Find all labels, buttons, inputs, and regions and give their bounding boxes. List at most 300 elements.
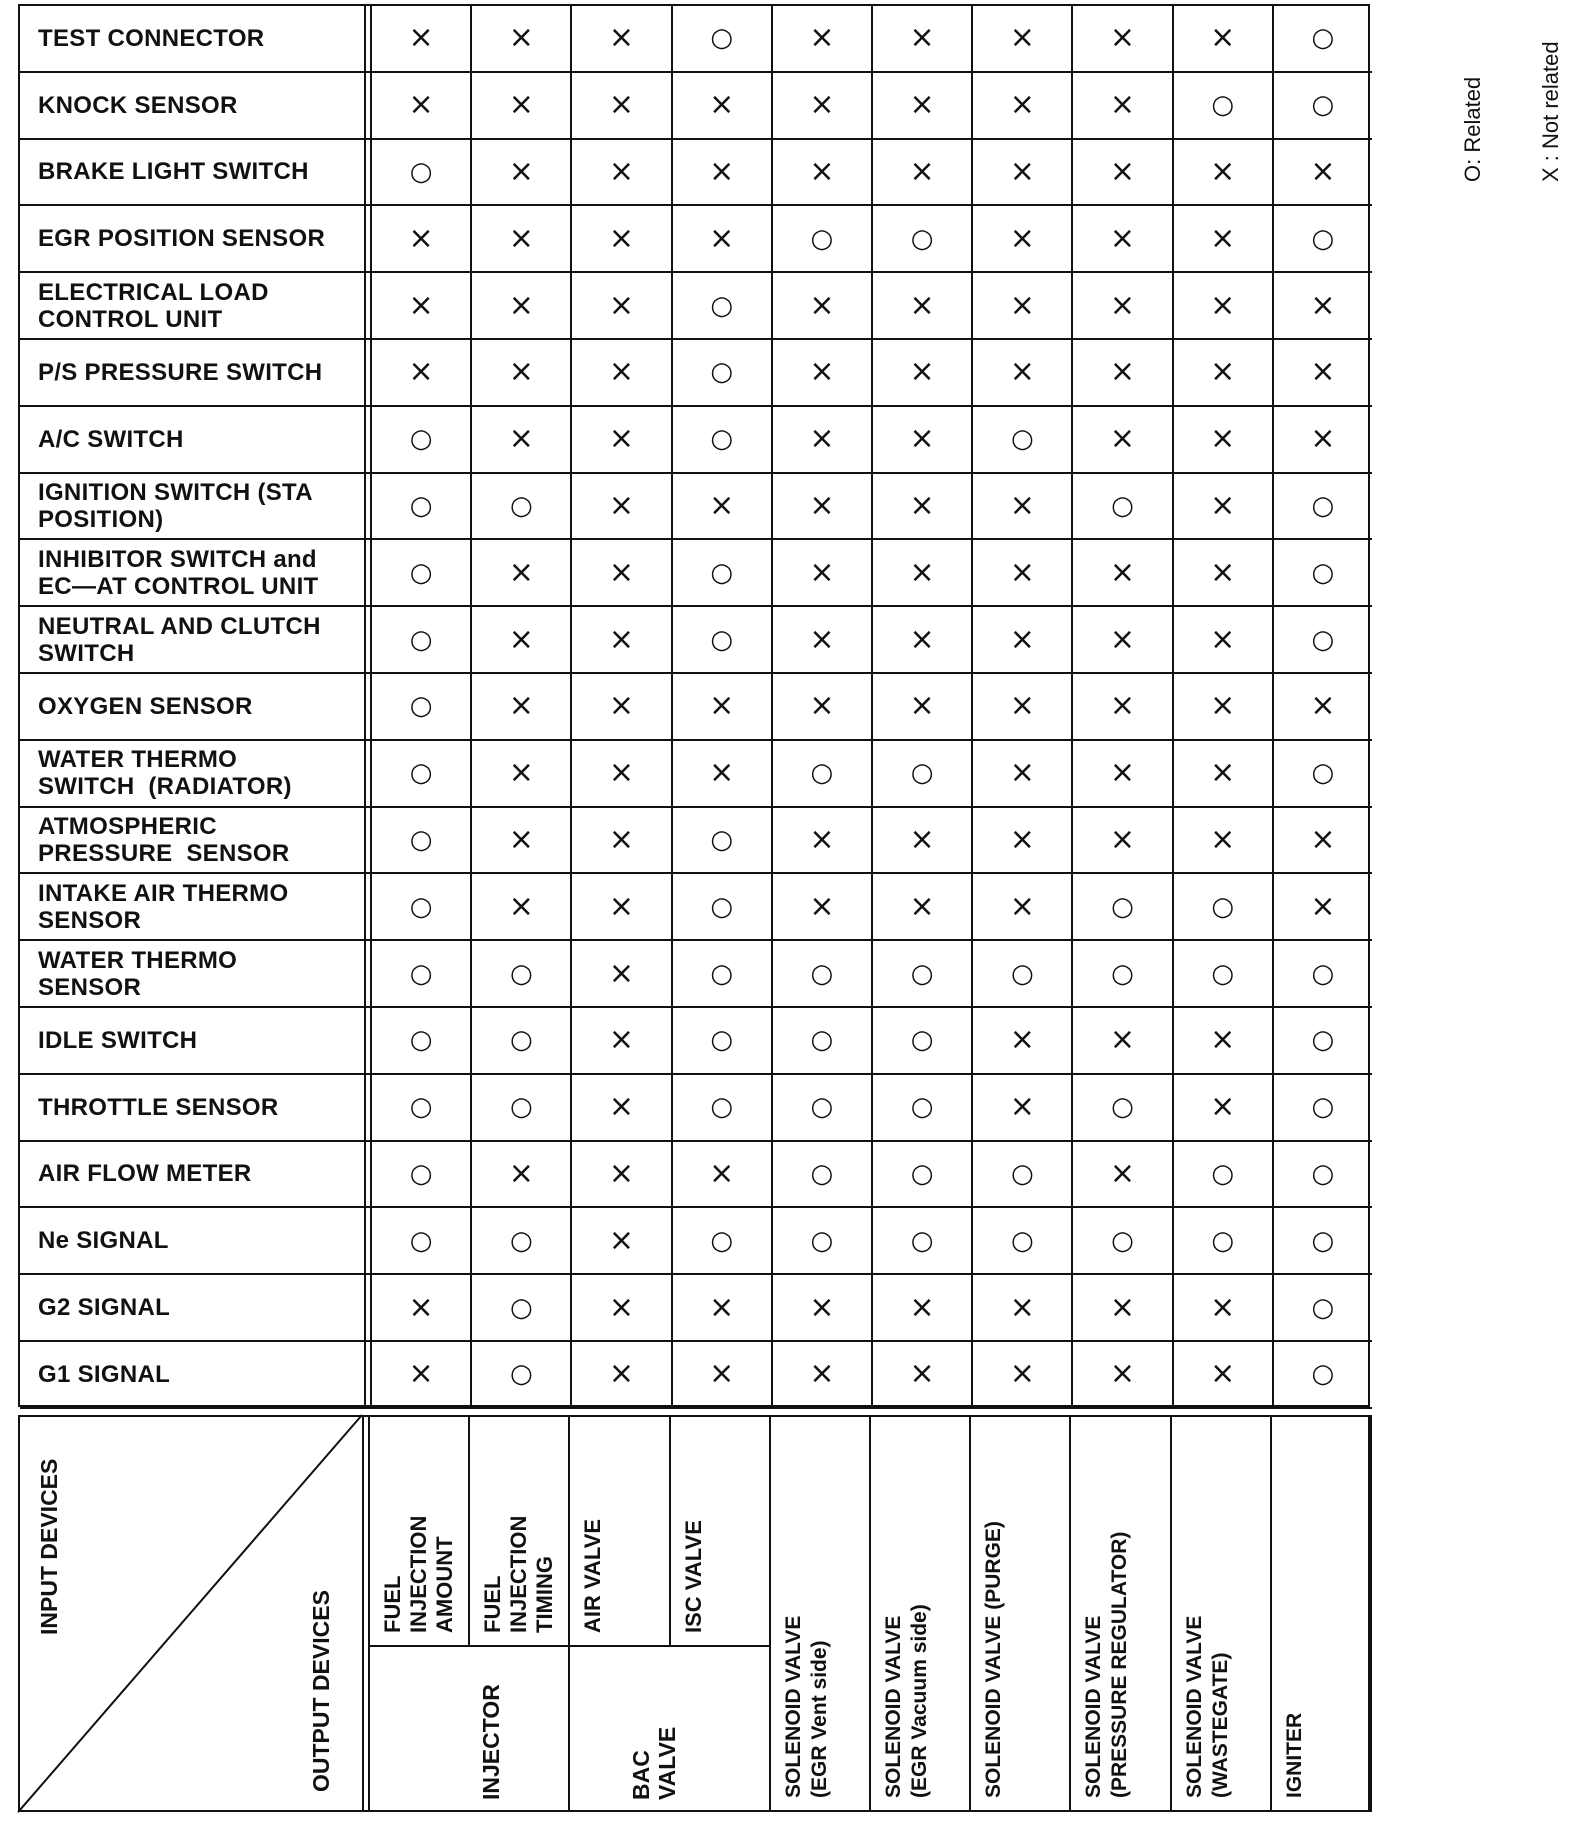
relation-cell	[1172, 741, 1272, 808]
not-related-mark: ×	[608, 1089, 635, 1125]
not-related-mark: ×	[909, 621, 935, 657]
relation-cell	[1172, 1208, 1272, 1275]
column-header: ISC VALVE	[680, 1519, 706, 1633]
relation-cell	[871, 1142, 971, 1209]
relation-cell	[570, 1075, 670, 1142]
related-mark: ○	[810, 1025, 834, 1056]
related-mark: ○	[710, 23, 734, 54]
row-label: WATER THERMO SWITCH (RADIATOR)	[20, 741, 370, 808]
relation-cell	[771, 808, 871, 875]
relation-cell	[971, 1142, 1071, 1209]
not-related-mark: ×	[1310, 354, 1336, 390]
relation-cell	[971, 140, 1071, 207]
relation-cell	[771, 340, 871, 407]
relation-cell	[1172, 941, 1272, 1008]
not-related-mark: ×	[1009, 821, 1035, 857]
relation-cell	[1272, 741, 1372, 808]
relation-cell	[570, 140, 670, 207]
not-related-mark: ×	[608, 554, 635, 590]
relation-cell	[1172, 474, 1272, 541]
relation-cell	[1272, 874, 1372, 941]
not-related-mark: ×	[608, 20, 635, 56]
not-related-mark: ×	[1109, 554, 1136, 590]
related-mark: ○	[509, 1092, 533, 1123]
relation-cell	[570, 741, 670, 808]
not-related-mark: ×	[1009, 688, 1035, 724]
related-mark: ○	[1311, 1225, 1335, 1256]
relation-cell	[470, 407, 570, 474]
relation-cell	[470, 607, 570, 674]
relation-cell	[1272, 73, 1372, 140]
not-related-mark: ×	[809, 487, 835, 523]
related-mark: ○	[509, 1292, 533, 1323]
not-related-mark: ×	[809, 1289, 835, 1325]
relation-cell	[971, 941, 1071, 1008]
related-mark: ○	[810, 958, 834, 989]
column-divider	[368, 1415, 370, 1812]
relation-cell	[771, 474, 871, 541]
related-mark: ○	[1311, 490, 1335, 521]
not-related-mark: ×	[1109, 755, 1136, 791]
not-related-mark: ×	[1109, 621, 1136, 657]
not-related-mark: ×	[408, 220, 434, 256]
not-related-mark: ×	[1210, 487, 1236, 523]
not-related-mark: ×	[1210, 621, 1236, 657]
not-related-mark: ×	[1210, 220, 1236, 256]
not-related-mark: ×	[608, 1222, 635, 1258]
related-mark: ○	[710, 357, 734, 388]
not-related-mark: ×	[408, 1289, 434, 1325]
relation-cell	[1071, 808, 1171, 875]
relation-cell	[771, 6, 871, 73]
relation-cell	[1071, 1342, 1171, 1409]
relation-cell	[871, 6, 971, 73]
relation-cell	[671, 1075, 771, 1142]
not-related-mark: ×	[1210, 755, 1236, 791]
related-mark: ○	[409, 1025, 433, 1056]
relation-cell	[671, 73, 771, 140]
related-mark: ○	[1311, 223, 1335, 254]
not-related-mark: ×	[1210, 1089, 1236, 1125]
related-mark: ○	[409, 758, 433, 789]
relation-cell	[671, 607, 771, 674]
relation-cell	[671, 140, 771, 207]
relation-cell	[871, 808, 971, 875]
related-mark: ○	[509, 490, 533, 521]
relation-cell	[570, 674, 670, 741]
relation-cell	[370, 1342, 470, 1409]
relation-cell	[470, 1208, 570, 1275]
column-header: SOLENOID VALVE (EGR Vent side)	[781, 1615, 831, 1798]
relation-cell	[1071, 6, 1171, 73]
not-related-mark: ×	[508, 153, 534, 189]
relation-cell	[1172, 607, 1272, 674]
relation-cell	[971, 474, 1071, 541]
relation-cell	[771, 140, 871, 207]
relation-cell	[370, 741, 470, 808]
relation-cell	[1071, 674, 1171, 741]
related-mark: ○	[409, 1092, 433, 1123]
row-label: OXYGEN SENSOR	[20, 674, 370, 741]
relation-cell	[971, 1075, 1071, 1142]
relation-cell	[1272, 1008, 1372, 1075]
relation-cell	[1172, 1008, 1272, 1075]
related-mark: ○	[810, 758, 834, 789]
not-related-mark: ×	[1109, 1356, 1136, 1392]
relation-cell	[370, 674, 470, 741]
related-mark: ○	[409, 1158, 433, 1189]
relation-table	[18, 4, 1370, 1407]
not-related-mark: ×	[909, 87, 935, 123]
relation-cell	[1071, 1208, 1171, 1275]
not-related-mark: ×	[909, 354, 935, 390]
row-label: INHIBITOR SWITCH and EC—AT CONTROL UNIT	[20, 540, 370, 607]
relation-cell	[1272, 1342, 1372, 1409]
relation-cell	[971, 1208, 1071, 1275]
not-related-mark: ×	[608, 421, 635, 457]
relation-cell	[771, 1342, 871, 1409]
related-mark: ○	[409, 824, 433, 855]
related-mark: ○	[1311, 1025, 1335, 1056]
relation-cell	[370, 1142, 470, 1209]
not-related-mark: ×	[508, 220, 534, 256]
related-mark: ○	[1211, 90, 1235, 121]
relation-cell	[1071, 741, 1171, 808]
relation-cell	[1172, 73, 1272, 140]
relation-cell	[871, 407, 971, 474]
relation-cell	[871, 607, 971, 674]
relation-cell	[1272, 6, 1372, 73]
not-related-mark: ×	[608, 487, 635, 523]
relation-cell	[1071, 607, 1171, 674]
relation-cell	[570, 1275, 670, 1342]
not-related-mark: ×	[1009, 354, 1035, 390]
relation-cell	[671, 674, 771, 741]
divider	[364, 6, 366, 1409]
group-injector: INJECTOR	[478, 1684, 505, 1800]
relation-cell	[370, 808, 470, 875]
not-related-mark: ×	[608, 287, 635, 323]
not-related-mark: ×	[1009, 287, 1035, 323]
row-label: IDLE SWITCH	[20, 1008, 370, 1075]
relation-cell	[1272, 474, 1372, 541]
group-bac-valve: BAC VALVE	[628, 1726, 681, 1800]
related-mark: ○	[910, 1092, 934, 1123]
relation-cell	[1071, 273, 1171, 340]
not-related-mark: ×	[1009, 153, 1035, 189]
not-related-mark: ×	[608, 821, 635, 857]
relation-cell	[470, 540, 570, 607]
column-header: SOLENOID VALVE (PRESSURE REGULATOR)	[1082, 1531, 1132, 1798]
not-related-mark: ×	[1310, 888, 1336, 924]
not-related-mark: ×	[408, 287, 434, 323]
not-related-mark: ×	[1310, 821, 1336, 857]
relation-cell	[871, 73, 971, 140]
related-mark: ○	[1311, 90, 1335, 121]
not-related-mark: ×	[1210, 821, 1236, 857]
relation-cell	[570, 1142, 670, 1209]
relation-cell	[671, 474, 771, 541]
relation-cell	[671, 6, 771, 73]
not-related-mark: ×	[1210, 287, 1236, 323]
not-related-mark: ×	[608, 1356, 635, 1392]
not-related-mark: ×	[909, 554, 935, 590]
not-related-mark: ×	[608, 153, 635, 189]
relation-cell	[370, 140, 470, 207]
relation-cell	[971, 340, 1071, 407]
not-related-mark: ×	[909, 888, 935, 924]
column-divider	[1370, 1415, 1372, 1812]
not-related-mark: ×	[1009, 554, 1035, 590]
not-related-mark: ×	[1009, 755, 1035, 791]
column-header: IGNITER	[1282, 1712, 1306, 1798]
not-related-mark: ×	[909, 153, 935, 189]
relation-cell	[1272, 140, 1372, 207]
relation-cell	[771, 73, 871, 140]
relation-cell	[871, 741, 971, 808]
relation-cell	[1172, 206, 1272, 273]
relation-cell	[871, 1275, 971, 1342]
relation-cell	[1172, 340, 1272, 407]
relation-cell	[370, 874, 470, 941]
relation-cell	[671, 1008, 771, 1075]
not-related-mark: ×	[1009, 888, 1035, 924]
not-related-mark: ×	[1109, 1155, 1136, 1191]
relation-cell	[1172, 674, 1272, 741]
relation-cell	[671, 540, 771, 607]
not-related-mark: ×	[709, 487, 735, 523]
not-related-mark: ×	[809, 621, 835, 657]
relation-cell	[671, 1208, 771, 1275]
related-mark: ○	[910, 958, 934, 989]
relation-cell	[671, 407, 771, 474]
related-mark: ○	[409, 958, 433, 989]
related-mark: ○	[1111, 891, 1134, 922]
not-related-mark: ×	[408, 87, 434, 123]
relation-cell	[370, 407, 470, 474]
related-mark: ○	[810, 1158, 834, 1189]
row-label: NEUTRAL AND CLUTCH SWITCH	[20, 607, 370, 674]
relation-cell	[671, 1342, 771, 1409]
relation-cell	[470, 340, 570, 407]
related-mark: ○	[1111, 958, 1134, 989]
related-mark: ○	[509, 1225, 533, 1256]
not-related-mark: ×	[1210, 1022, 1236, 1058]
not-related-mark: ×	[1310, 287, 1336, 323]
related-mark: ○	[1010, 424, 1034, 455]
not-related-mark: ×	[508, 755, 534, 791]
not-related-mark: ×	[508, 354, 534, 390]
relation-cell	[470, 73, 570, 140]
relation-cell	[871, 874, 971, 941]
relation-chart	[18, 4, 1370, 1812]
row-label: INTAKE AIR THERMO SENSOR	[20, 874, 370, 941]
relation-cell	[1272, 808, 1372, 875]
not-related-mark: ×	[709, 220, 735, 256]
related-mark: ○	[1311, 1092, 1335, 1123]
relation-cell	[671, 808, 771, 875]
related-mark: ○	[1311, 624, 1335, 655]
column-divider	[769, 1415, 771, 1812]
relation-cell	[971, 674, 1071, 741]
relation-cell	[370, 6, 470, 73]
relation-cell	[771, 1008, 871, 1075]
relation-cell	[671, 340, 771, 407]
relation-cell	[1071, 540, 1171, 607]
relation-cell	[871, 140, 971, 207]
relation-cell	[771, 941, 871, 1008]
relation-cell	[1172, 6, 1272, 73]
column-header: AIR VALVE	[580, 1518, 606, 1633]
relation-cell	[771, 407, 871, 474]
legend-not-related: X : Not related	[1538, 41, 1563, 182]
not-related-mark: ×	[909, 821, 935, 857]
relation-cell	[871, 206, 971, 273]
related-mark: ○	[710, 557, 734, 588]
relation-cell	[1071, 1142, 1171, 1209]
not-related-mark: ×	[1109, 220, 1136, 256]
related-mark: ○	[1211, 1158, 1235, 1189]
relation-cell	[470, 6, 570, 73]
relation-cell	[1172, 540, 1272, 607]
related-mark: ○	[810, 1092, 834, 1123]
relation-cell	[470, 273, 570, 340]
row-label: AIR FLOW METER	[20, 1142, 370, 1209]
related-mark: ○	[1311, 1359, 1335, 1390]
related-mark: ○	[409, 424, 433, 455]
not-related-mark: ×	[809, 20, 835, 56]
related-mark: ○	[710, 824, 734, 855]
related-mark: ○	[509, 958, 533, 989]
related-mark: ○	[1211, 1225, 1235, 1256]
related-mark: ○	[710, 1225, 734, 1256]
not-related-mark: ×	[1009, 621, 1035, 657]
relation-cell	[370, 941, 470, 1008]
not-related-mark: ×	[1009, 1089, 1035, 1125]
relation-cell	[1272, 540, 1372, 607]
related-mark: ○	[1111, 490, 1134, 521]
relation-cell	[1272, 607, 1372, 674]
not-related-mark: ×	[909, 287, 935, 323]
relation-cell	[771, 540, 871, 607]
not-related-mark: ×	[1009, 20, 1035, 56]
not-related-mark: ×	[408, 20, 434, 56]
not-related-mark: ×	[508, 621, 534, 657]
not-related-mark: ×	[408, 354, 434, 390]
relation-cell	[871, 540, 971, 607]
relation-cell	[1272, 941, 1372, 1008]
not-related-mark: ×	[1210, 688, 1236, 724]
relation-cell	[871, 474, 971, 541]
relation-cell	[771, 874, 871, 941]
row-label: THROTTLE SENSOR	[20, 1075, 370, 1142]
related-mark: ○	[1311, 557, 1335, 588]
not-related-mark: ×	[1310, 688, 1336, 724]
not-related-mark: ×	[809, 888, 835, 924]
not-related-mark: ×	[709, 153, 735, 189]
relation-cell	[1071, 1275, 1171, 1342]
relation-cell	[971, 874, 1071, 941]
not-related-mark: ×	[608, 87, 635, 123]
relation-cell	[871, 1008, 971, 1075]
not-related-mark: ×	[508, 287, 534, 323]
relation-cell	[871, 273, 971, 340]
row-label: KNOCK SENSOR	[20, 73, 370, 140]
not-related-mark: ×	[809, 287, 835, 323]
not-related-mark: ×	[809, 554, 835, 590]
not-related-mark: ×	[1009, 487, 1035, 523]
related-mark: ○	[810, 223, 834, 254]
not-related-mark: ×	[809, 421, 835, 457]
related-mark: ○	[1010, 1158, 1034, 1189]
relation-cell	[1272, 273, 1372, 340]
not-related-mark: ×	[608, 1155, 635, 1191]
not-related-mark: ×	[608, 955, 635, 991]
not-related-mark: ×	[909, 421, 935, 457]
relation-cell	[570, 73, 670, 140]
column-header: FUEL INJECTION TIMING	[480, 1515, 558, 1633]
not-related-mark: ×	[1210, 153, 1236, 189]
input-devices-label: INPUT DEVICES	[36, 1458, 62, 1635]
not-related-mark: ×	[1109, 688, 1136, 724]
relation-cell	[370, 474, 470, 541]
relation-cell	[1172, 1142, 1272, 1209]
not-related-mark: ×	[608, 1289, 635, 1325]
related-mark: ○	[409, 490, 433, 521]
not-related-mark: ×	[608, 688, 635, 724]
not-related-mark: ×	[508, 421, 534, 457]
not-related-mark: ×	[1109, 1022, 1136, 1058]
relation-cell	[570, 941, 670, 1008]
not-related-mark: ×	[1210, 1356, 1236, 1392]
relation-cell	[1071, 874, 1171, 941]
not-related-mark: ×	[809, 153, 835, 189]
not-related-mark: ×	[809, 354, 835, 390]
related-mark: ○	[710, 624, 734, 655]
relation-cell	[971, 741, 1071, 808]
relation-cell	[470, 1342, 570, 1409]
related-mark: ○	[409, 691, 433, 722]
relation-cell	[370, 607, 470, 674]
not-related-mark: ×	[408, 1356, 434, 1392]
relation-cell	[971, 1008, 1071, 1075]
related-mark: ○	[910, 223, 934, 254]
relation-cell	[671, 741, 771, 808]
relation-cell	[470, 474, 570, 541]
relation-cell	[671, 874, 771, 941]
column-divider	[1069, 1415, 1071, 1812]
relation-cell	[971, 1275, 1071, 1342]
relation-cell	[871, 340, 971, 407]
not-related-mark: ×	[1109, 20, 1136, 56]
not-related-mark: ×	[1009, 1289, 1035, 1325]
relation-cell	[470, 1142, 570, 1209]
column-header: FUEL INJECTION AMOUNT	[380, 1515, 457, 1633]
relation-cell	[470, 874, 570, 941]
relation-cell	[570, 1342, 670, 1409]
related-mark: ○	[710, 290, 734, 321]
not-related-mark: ×	[909, 1356, 935, 1392]
relation-cell	[871, 674, 971, 741]
not-related-mark: ×	[608, 1022, 635, 1058]
not-related-mark: ×	[508, 688, 534, 724]
relation-cell	[971, 540, 1071, 607]
related-mark: ○	[1010, 958, 1034, 989]
related-mark: ○	[509, 1359, 533, 1390]
not-related-mark: ×	[809, 87, 835, 123]
row-label: P/S PRESSURE SWITCH	[20, 340, 370, 407]
not-related-mark: ×	[1109, 87, 1136, 123]
